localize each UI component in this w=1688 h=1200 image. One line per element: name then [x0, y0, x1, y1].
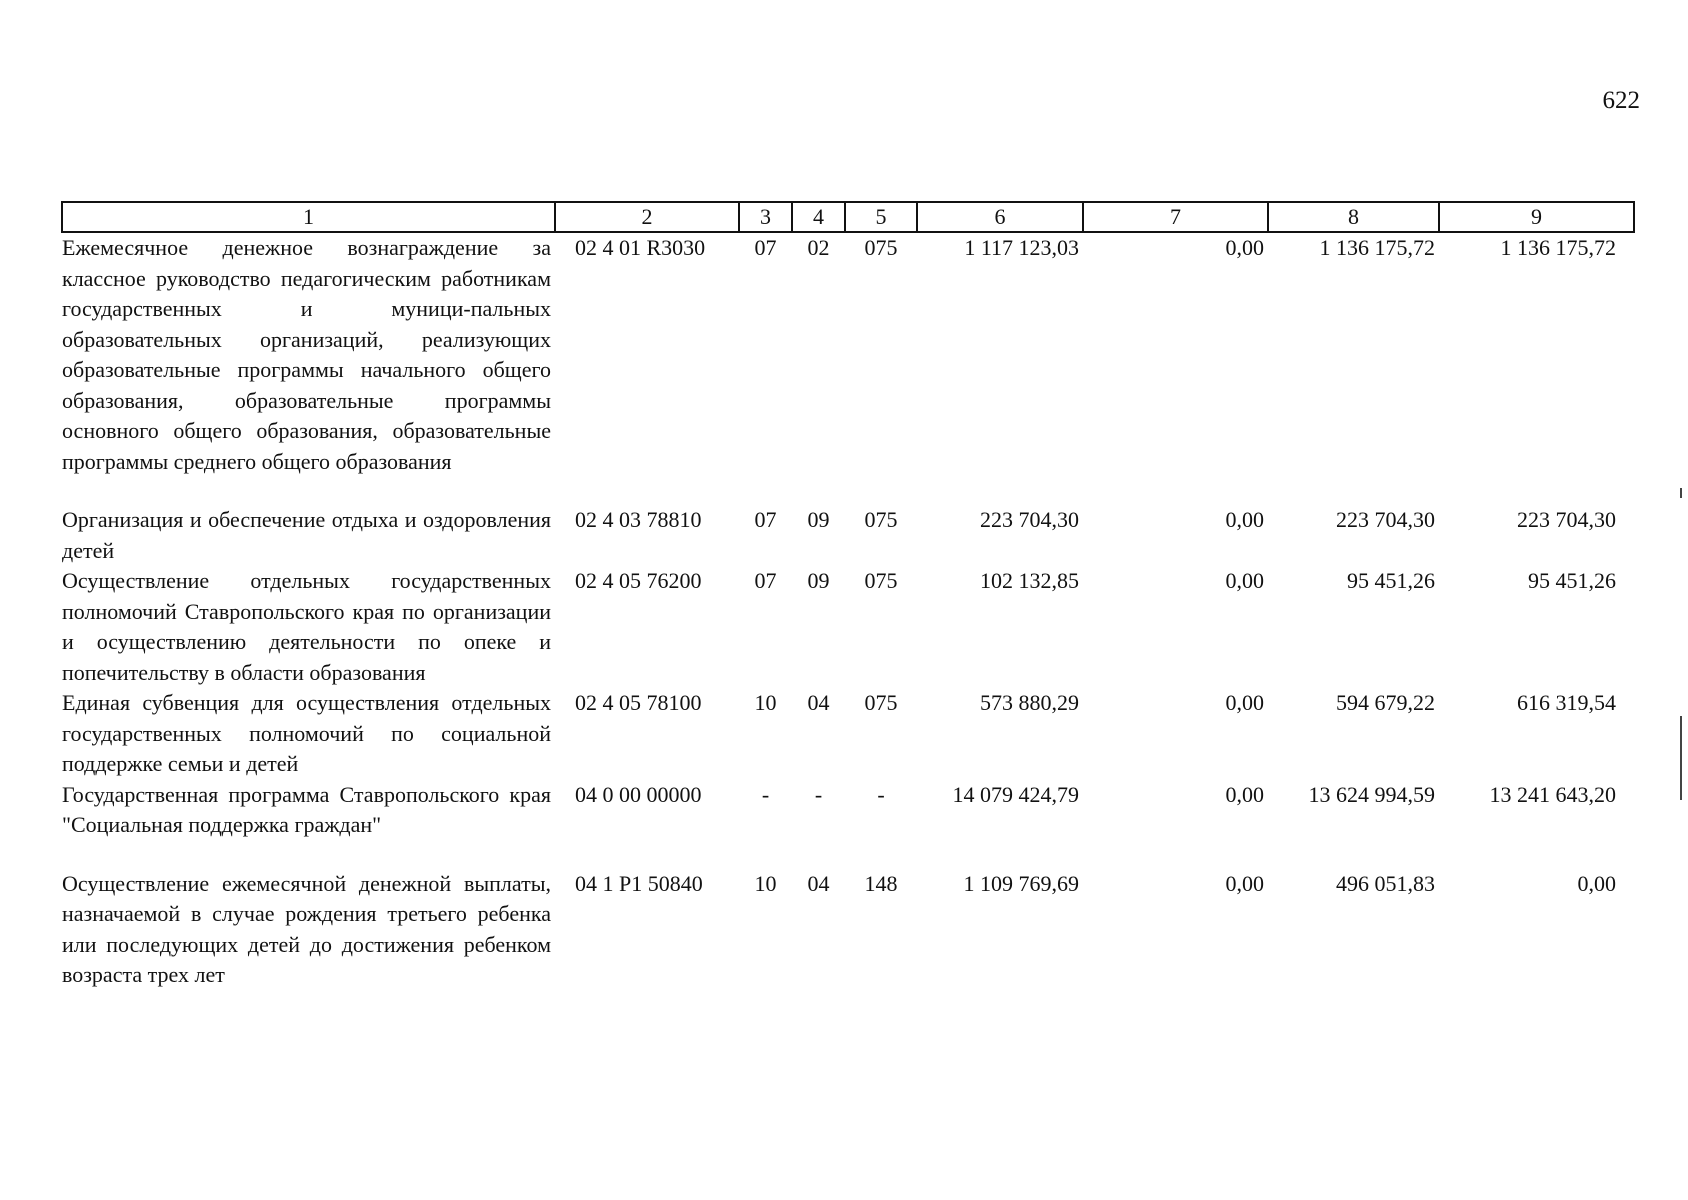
- header-cell-3: 3: [739, 202, 792, 232]
- table-row: [62, 566, 1634, 688]
- table-header: [62, 202, 1634, 232]
- row-expense-type: 148: [864, 870, 898, 896]
- row-name: Единая субвенция для осуществления отдельных государственных полномочий по социальной поддержке семьи и детей: [62, 690, 551, 776]
- budget-table: [61, 201, 1635, 991]
- header-cell-9: 9: [1439, 202, 1634, 232]
- row-subsection: -: [814, 781, 823, 807]
- row-amount-7: 0,00: [1225, 781, 1264, 807]
- table-body: [62, 232, 1634, 991]
- row-amount-7: 0,00: [1225, 870, 1264, 896]
- row-subsection: 09: [807, 507, 830, 532]
- row-amount-9: 616 319,54: [1517, 690, 1616, 715]
- row-code: 02 4 05 76200: [575, 568, 702, 593]
- row-amount-7: 0,00: [1225, 507, 1264, 532]
- row-expense-type: 075: [864, 507, 898, 532]
- row-amount-9: 223 704,30: [1517, 507, 1616, 532]
- row-expense-type: 075: [864, 690, 898, 715]
- header-row: [62, 202, 1634, 232]
- row-amount-8: 1 136 175,72: [1319, 235, 1435, 260]
- header-cell-1: 1: [62, 202, 555, 232]
- row-amount-8: 13 624 994,59: [1308, 781, 1435, 807]
- row-amount-6: 573 880,29: [980, 690, 1079, 715]
- header-cell-2: 2: [555, 202, 739, 232]
- row-section: 07: [754, 507, 777, 532]
- row-name: Осуществление отдельных государственных полномочий Ставропольского края по организации и осуществлению деятельности по опеке и попечительству в области образования: [62, 568, 551, 685]
- header-cell-6: 6: [917, 202, 1083, 232]
- row-section: -: [761, 781, 770, 807]
- row-code: 02 4 01 R3030: [575, 235, 706, 260]
- table-row: [62, 232, 1634, 505]
- row-amount-6: 14 079 424,79: [952, 781, 1079, 807]
- row-section: 10: [754, 870, 777, 896]
- row-amount-9: 95 451,26: [1528, 568, 1616, 593]
- header-cell-5: 5: [845, 202, 917, 232]
- header-cell-8: 8: [1268, 202, 1439, 232]
- row-amount-8: 223 704,30: [1336, 507, 1435, 532]
- row-amount-7: 0,00: [1225, 235, 1264, 260]
- header-cell-4: 4: [792, 202, 845, 232]
- row-amount-6: 1 117 123,03: [964, 235, 1079, 260]
- row-section: 07: [754, 568, 777, 593]
- row-code: 04 0 00 00000: [575, 781, 702, 807]
- row-amount-7: 0,00: [1225, 690, 1264, 715]
- row-name: Государственная программа Ставропольского края "Социальная поддержка граждан": [62, 781, 551, 837]
- row-expense-type: 075: [864, 235, 898, 260]
- row-amount-8: 496 051,83: [1336, 870, 1435, 896]
- page-number: 622: [1602, 87, 1640, 114]
- row-expense-type: -: [877, 781, 885, 807]
- row-section: 07: [754, 235, 777, 260]
- row-code: 02 4 05 78100: [575, 690, 702, 715]
- row-amount-6: 102 132,85: [980, 568, 1079, 593]
- row-expense-type: 075: [864, 568, 898, 593]
- row-subsection: 04: [807, 690, 830, 715]
- row-name: Осуществление ежемесячной денежной выплаты, назначаемой в случае рождения третьего ребенка или последующих детей до достижения ребенком возраста трех лет: [62, 870, 551, 987]
- row-amount-7: 0,00: [1225, 568, 1264, 593]
- row-section: 10: [754, 690, 777, 715]
- table-row: [62, 505, 1634, 566]
- table-row: [62, 780, 1634, 869]
- row-amount-8: 594 679,22: [1336, 690, 1435, 715]
- scan-margin-mark: [1680, 716, 1682, 800]
- row-subsection: 09: [807, 568, 830, 593]
- row-code: 02 4 03 78810: [575, 507, 702, 532]
- row-name: Организация и обеспечение отдыха и оздоровления детей: [62, 507, 551, 563]
- row-amount-8: 95 451,26: [1347, 568, 1435, 593]
- row-amount-6: 223 704,30: [980, 507, 1079, 532]
- row-subsection: 04: [807, 870, 830, 896]
- row-code: 04 1 P1 50840: [575, 870, 703, 896]
- table-row: [62, 688, 1634, 780]
- row-amount-9: 1 136 175,72: [1500, 235, 1616, 260]
- row-amount-9: 0,00: [1577, 870, 1616, 896]
- table-row: [62, 869, 1634, 991]
- row-amount-9: 13 241 643,20: [1489, 781, 1616, 807]
- scan-margin-mark: [1680, 488, 1682, 498]
- row-name: Ежемесячное денежное вознаграждение за классное руководство педагогическим работникам государственных и муници-пальных образовательных организаций, реализующих образовательные программы начального общего образования, образовательные программы основного общего образования, образовательные программы среднего общего образования: [62, 235, 551, 474]
- row-amount-6: 1 109 769,69: [963, 870, 1079, 896]
- row-subsection: 02: [807, 235, 830, 260]
- header-cell-7: 7: [1083, 202, 1268, 232]
